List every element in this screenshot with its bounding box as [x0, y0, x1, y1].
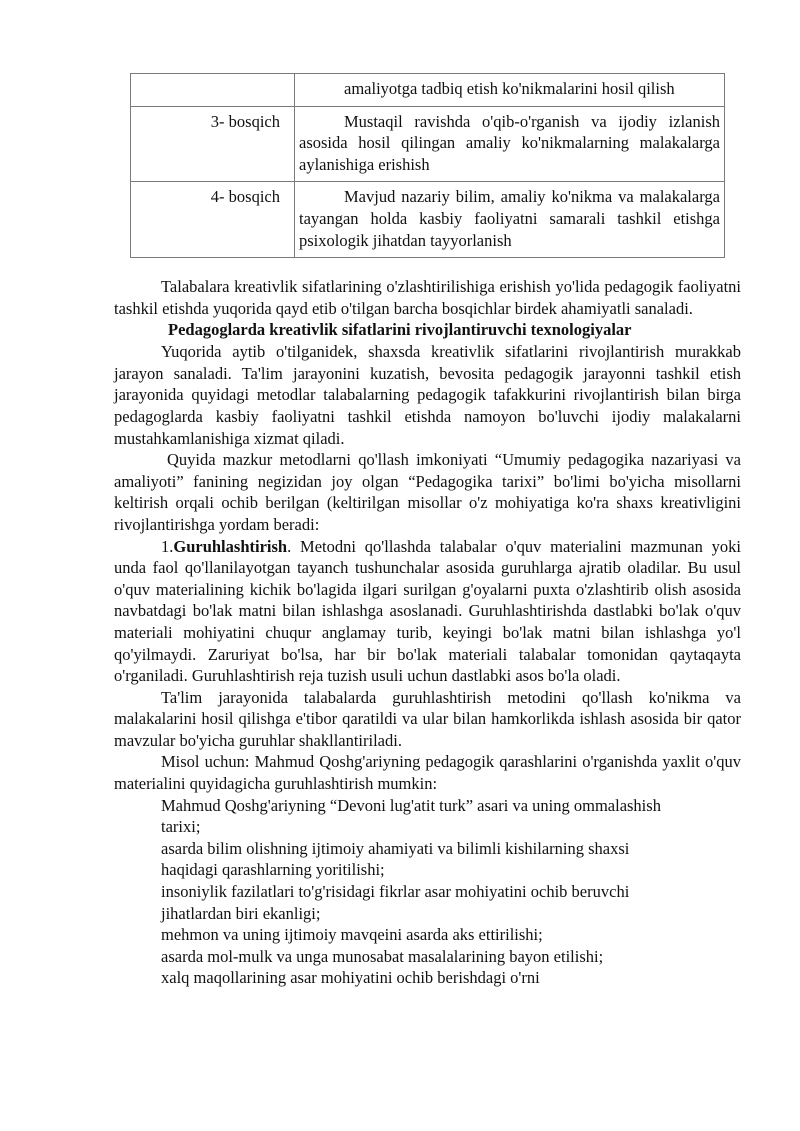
stage-description-cell [295, 182, 725, 258]
list-item: Mahmud Qoshg'ariyning “Devoni lug'atit turk” asari va uning ommalashish tarixi; [161, 795, 661, 837]
table-row [131, 74, 725, 107]
stage-description-cell [295, 106, 725, 182]
paragraph-grouping [114, 536, 741, 687]
list-item: mehmon va uning ijtimoiy mavqeini asarda aks ettirilishi; [161, 925, 543, 945]
paragraph-grouping-practice: Ta'lim jarayonida talabalarda guruhlashtirish metodini qo'llash ko'nikma va malakalarini hosil qilishga e'tibor qaratildi va ular bilan hamkorlikda ishlash asosida bir qator mavzular bo'yicha guruhlar shakllantiriladi. [114, 687, 741, 750]
paragraph-examples: Quyida mazkur metodlarni qo'llash imkoniyati “Umumiy pedagogika nazariyasi va amaliyoti” fanining negizidan joy olgan “Pedagogika tarixi” bo'limi bo'yicha misollarni keltirish orqali ochib berilgan (keltirilgan misollar o'z mohiyatiga ko'ra shaxs kreativligini rivojlantirishga yordam beradi: [114, 450, 741, 534]
stage-cell: 3- bosqich [131, 106, 295, 182]
paragraph-example-intro: Misol uchun: Mahmud Qoshg'ariyning pedagogik qarashlarini o'rganishda yaxlit o'quv materialini quyidagicha guruhlashtirish mumkin: [114, 752, 741, 794]
list-item: xalq maqollarining asar mohiyatini ochib berishdagi o'rni [161, 968, 540, 988]
stage-cell [131, 74, 295, 107]
stage-description-cell [295, 74, 725, 107]
paragraph-intro: Talabalara kreativlik sifatlarining o'zlashtirilishiga erishish yo'lida pedagogik faoliyatni tashkil etishda yuqorida qayd etib o'tilgan barcha bosqichlar birdek ahamiyatli sanaladi. [114, 277, 741, 318]
stage-description: amaliyotga tadbiq etish ko'nikmalarini hosil qilish [344, 79, 675, 98]
stage-cell: 4- bosqich [131, 182, 295, 258]
list-item: asarda bilim olishning ijtimoiy ahamiyati va bilimli kishilarning shaxsi haqidagi qarashlarning yoritilishi; [161, 838, 630, 880]
method-term: Guruhlashtirish [173, 536, 288, 556]
table-row [131, 182, 725, 258]
stage-description: Mavjud nazariy bilim, amaliy ko'nikma va malakalarga tayangan holda kasbiy faoliyatni samarali tashkil etishga psixologik jihatdan tayyorlanish [299, 187, 720, 250]
grouping-list [114, 795, 671, 989]
stages-table [130, 73, 725, 258]
method-description: . Metodni qo'llashda talabalar o'quv materialini mazmunan yoki unda faol qo'llanilayotgan tayanch tushunchalar asosida guruhlarga ajratib oladilar. Bu usul o'quv materialining kichik bo'lagida ilgari surilgan g'oyalarni puxta o'zlashtirib olish asosida navbatdagi bo'lak matni bilan ishlashga asoslanadi. Guruhlashtirishda dastlabki bo'lak o'quv materiali mohiyatini chuqur anglamay turib, keyingi bo'lak matni bilan ishlashga yo'l qo'yilmaydi. Zaruriyat bo'lsa, har bir bo'lak materiali talabalar tomonidan qaytaqayta o'rganiladi. Guruhlashtirish reja tuzish usuli uchun dastlabki asos bo'la oladi. [114, 536, 741, 686]
paragraph-methods: Yuqorida aytib o'tilganidek, shaxsda kreativlik sifatlarini rivojlantirish murakkab jarayon sanaladi. Ta'lim jarayonini kuzatish, bevosita pedagogik jarayonni tashkil etish jarayonida quyidagi metodlar talabalarning pedagogik tafakkurini rivojlantirish bilan birga pedagoglarda kasbiy faoliyatni tashkil etishda namoyon bo'luvchi ijodiy malakalarni mustahkamlanishiga xizmat qiladi. [114, 342, 741, 448]
document-body [114, 276, 741, 989]
section-heading: Pedagoglarda kreativlik sifatlarini rivojlantiruvchi texnologiyalar [168, 320, 632, 340]
list-item: insoniylik fazilatlari to'g'risidagi fikrlar asar mohiyatini ochib beruvchi jihatlardan biri ekanligi; [161, 882, 630, 923]
list-item: asarda mol-mulk va unga munosabat masalalarining bayon etilishi; [161, 946, 604, 966]
table-row [131, 106, 725, 182]
list-number: 1. [161, 536, 174, 556]
stage-description: Mustaqil ravishda o'qib-o'rganish va ijodiy izlanish asosida hosil qilingan amaliy ko'nikmalarning malakalarga aylanishiga erishish [299, 111, 720, 174]
